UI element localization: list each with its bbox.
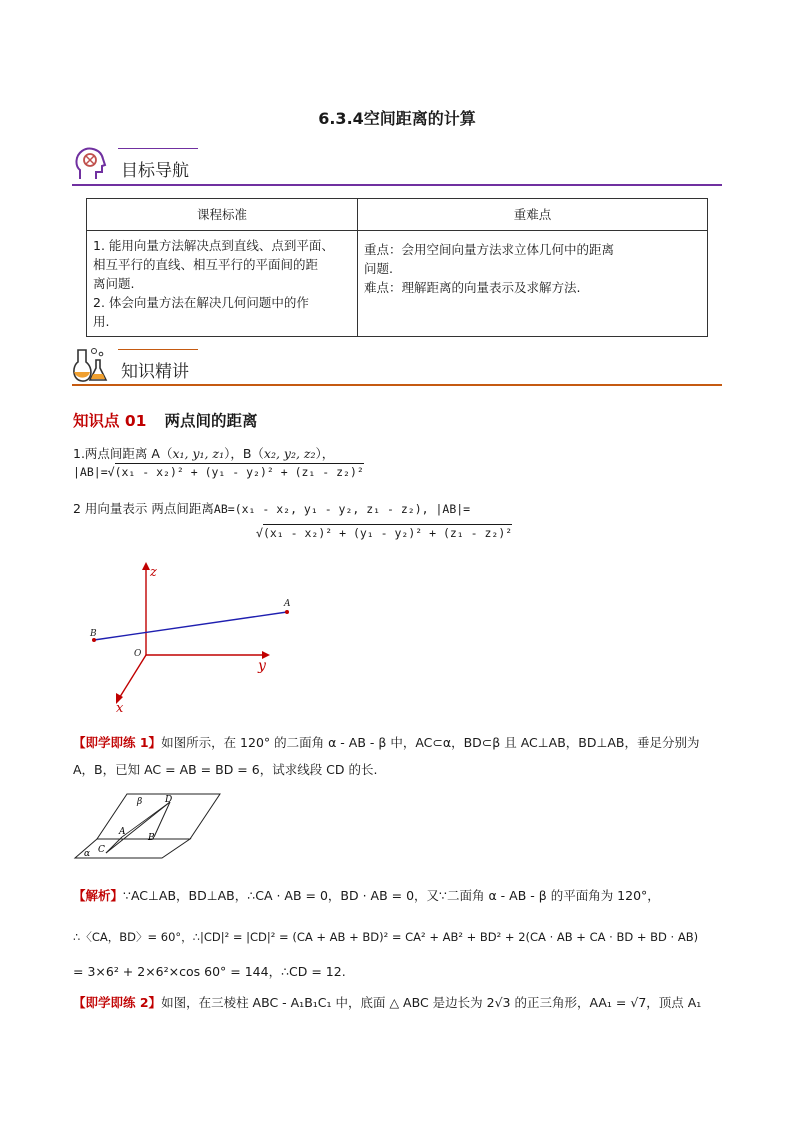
y-label: y [258, 658, 266, 674]
standards-line: 离问题. [93, 276, 135, 291]
o-label: O [134, 649, 142, 659]
formula-2-sqrt-sign: √ [256, 526, 263, 540]
a-label: A [284, 599, 291, 609]
solution-line-2 [73, 929, 698, 945]
goal-section-rule [72, 184, 722, 186]
x-axis [118, 655, 146, 700]
page-title: 6.3.4空间距离的计算 [318, 109, 476, 128]
beta-label: β [137, 797, 143, 807]
formula-2-line-1 [73, 499, 470, 517]
alpha-label: α [84, 849, 91, 859]
practice-1-line-1 [73, 733, 700, 751]
formula-1-ab: |AB|= [73, 465, 108, 479]
solution-line-3 [73, 962, 346, 980]
practice-1-text-2: A，B，已知 AC = AB = BD = 6，试求线段 CD 的长. [73, 762, 378, 777]
formula-1-suffix: ）， [315, 446, 335, 461]
x-label: x [116, 701, 124, 716]
dihedral-figure [72, 790, 232, 865]
formula-1-point-a: x₁, y₁, z₁ [172, 446, 225, 461]
formula-2-text: 2 用向量表示 两点间距离 [73, 501, 214, 516]
formula-1-mid: ），B（ [224, 446, 264, 461]
goal-section-icon [72, 146, 108, 182]
key-points-cell [358, 231, 708, 337]
c-label: C [98, 845, 105, 855]
formula-2-line-2 [256, 524, 512, 540]
point-a [285, 610, 289, 614]
goal-section-underline-short [118, 148, 198, 149]
standards-line: 1. 能用向量方法解决点到直线、点到平面、 [93, 238, 334, 253]
b-label: B [90, 629, 97, 639]
segment-ab [94, 612, 287, 640]
formula-1-line-2 [73, 463, 364, 479]
plane-alpha [75, 839, 190, 858]
segment-bd [154, 802, 170, 837]
b-label: B [148, 833, 155, 843]
segment-cd [106, 802, 170, 853]
knowledge-section-icon [70, 346, 110, 384]
solution-text-1: ∵AC⊥AB，BD⊥AB，∴CA · AB = 0，BD · AB = 0，又∵二面角 α - AB - β 的平面角为 120°， [123, 888, 660, 903]
knowledge-point-name: 两点间的距离 [164, 412, 258, 430]
knowledge-point-number: 知识点 01 [73, 412, 147, 430]
plane-beta [97, 794, 220, 839]
solution-text-2: ∴〈CA，BD〉= 60°，∴|CD|² = |CD|² = (CA + AB + BD)² = CA² + AB² + BD² + 2(CA · AB + CA · BD + BD · AB) [73, 930, 699, 944]
formula-1-sqrt-sign: √ [107, 465, 115, 479]
standards-line: 用. [93, 314, 110, 329]
formula-1-prefix: 1.两点间距离 A（ [73, 446, 173, 461]
solution-tag: 【解析】 [73, 888, 124, 903]
axes-figure [80, 560, 320, 720]
z-label: z [150, 565, 157, 580]
knowledge-section-underline-short [118, 349, 198, 350]
key-points-line: 重点：会用空间向量方法求立体几何中的距离 [364, 242, 615, 257]
practice-2-line [73, 993, 701, 1011]
formula-1-line-1 [73, 444, 334, 462]
standards-line: 2. 体会向量方法在解决几何问题中的作 [93, 295, 309, 310]
standards-line: 相互平行的直线、相互平行的平面间的距 [93, 257, 319, 272]
formula-1-root: (x₁ - x₂)² + (y₁ - y₂)² + (z₁ - z₂)² [114, 465, 364, 479]
solution-line-1 [73, 886, 660, 904]
standards-table [86, 198, 708, 337]
practice-1-text-1: 如图所示，在 120° 的二面角 α - AB - β 中，AC⊂α，BD⊂β 且 AC⊥AB，BD⊥AB，垂足分别为 [161, 735, 700, 750]
a-label: A [119, 827, 126, 837]
formula-2-root: (x₁ - x₂)² + (y₁ - y₂)² + (z₁ - z₂)² [262, 526, 513, 540]
practice-1-line-2 [73, 760, 377, 778]
table-header-key-points: 重难点 [358, 199, 708, 231]
z-axis-arrow [142, 562, 150, 570]
segment-ad [122, 802, 170, 837]
d-label: D [165, 795, 173, 805]
solution-text-3: = 3×6² + 2×6²×cos 60° = 144，∴CD = 12. [73, 964, 346, 979]
practice-2-text: 如图，在三棱柱 ABC - A₁B₁C₁ 中，底面 △ ABC 是边长为 2√3 的正三角形，AA₁ = √7，顶点 A₁ [161, 995, 702, 1010]
knowledge-point-heading [73, 409, 257, 431]
key-points-line: 问题. [364, 261, 393, 276]
goal-section-title: 目标导航 [121, 161, 189, 181]
formula-2-rest: =(x₁ - x₂, y₁ - y₂, z₁ - z₂), |AB|= [227, 502, 471, 516]
key-points-line: 难点：理解距离的向量表示及求解方法. [364, 280, 581, 295]
practice-1-tag: 【即学即练 1】 [73, 735, 162, 750]
table-header-standards: 课程标准 [87, 199, 358, 231]
practice-2-tag: 【即学即练 2】 [73, 995, 162, 1010]
knowledge-section-rule [72, 384, 722, 386]
formula-1-point-b: x₂, y₂, z₂ [263, 446, 316, 461]
formula-2-vector: AB [213, 502, 228, 516]
standards-cell [87, 231, 358, 337]
knowledge-section-title: 知识精讲 [121, 362, 189, 382]
